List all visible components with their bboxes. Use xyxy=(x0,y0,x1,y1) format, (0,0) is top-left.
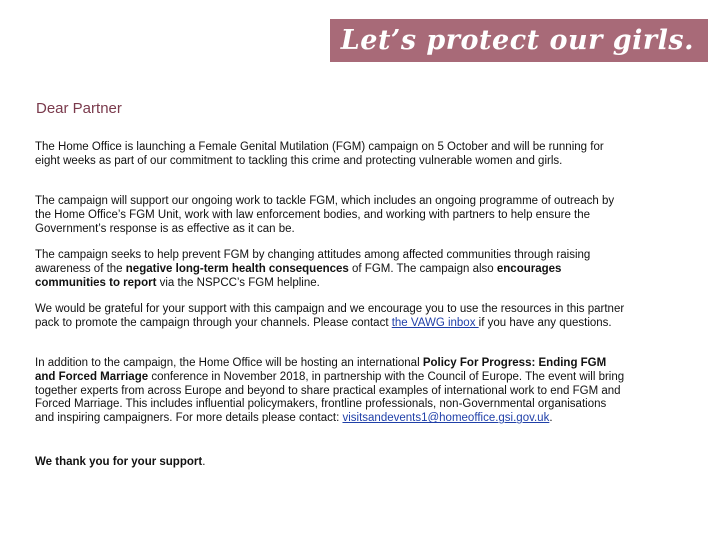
paragraph-thanks xyxy=(35,456,625,470)
text-run: In addition to the campaign, the Home Office will be hosting an international xyxy=(35,357,423,369)
paragraph-conference xyxy=(35,357,625,426)
text-run: The campaign seeks to help prevent FGM by changing attitudes among affected communities through raising awareness of the xyxy=(35,249,591,275)
paragraph-campaign-launch: The Home Office is launching a Female Genital Mutilation (FGM) campaign on 5 October and will be running for eight weeks as part of our commitment to tackling this crime and protecting vulnerable women and girls. xyxy=(35,141,604,167)
text-run: via the NSPCC’s FGM helpline. xyxy=(156,276,320,289)
campaign-banner xyxy=(330,19,708,62)
emphasis-conference-title: Policy For Progress: Ending FGM and Forced Marriage xyxy=(35,357,607,383)
text-run: . xyxy=(549,412,553,425)
emphasis-health-consequences: negative long-term health consequences xyxy=(125,262,349,275)
emphasis-thanks: We thank you for your support xyxy=(35,456,203,468)
emphasis-encourage-reporting: encourages communities to report xyxy=(35,262,562,289)
text-run: We would be grateful for your support with this campaign and we encourage you to use the resources in this partner pack to promote the campaign through your channels. Please contact xyxy=(35,303,625,329)
text-run: of FGM. The campaign also xyxy=(348,262,497,275)
vawg-inbox-link[interactable]: the VAWG inbox xyxy=(391,316,479,329)
text-run: . xyxy=(202,456,206,468)
contact-email-link[interactable]: visitsandevents1@homeoffice.gsi.gov.uk xyxy=(342,412,550,425)
paragraph-campaign-support: The campaign will support our ongoing work to tackle FGM, which includes an ongoing programme of outreach by the Home Office’s FGM Unit, work with law enforcement bodies, and working with partners to help ensure the Government’s response is as effective as it can be. xyxy=(35,195,615,235)
text-run: if you have any questions. xyxy=(478,316,612,329)
paragraph-request-support xyxy=(35,303,625,331)
text-run: conference in November 2018, in partnership with the Council of Europe. The event will bring together experts from across Europe and beyond to share practical examples of international work to end FGM and Forced Marriage. This includes influential policymakers, frontline professionals, non-Governmental organisations and inspiring campaigners. For more details please contact: xyxy=(35,370,625,425)
letter-greeting: Dear Partner xyxy=(36,100,122,117)
paragraph-campaign-goals xyxy=(35,249,625,290)
banner-slogan: Let’s protect our girls. xyxy=(340,25,694,56)
